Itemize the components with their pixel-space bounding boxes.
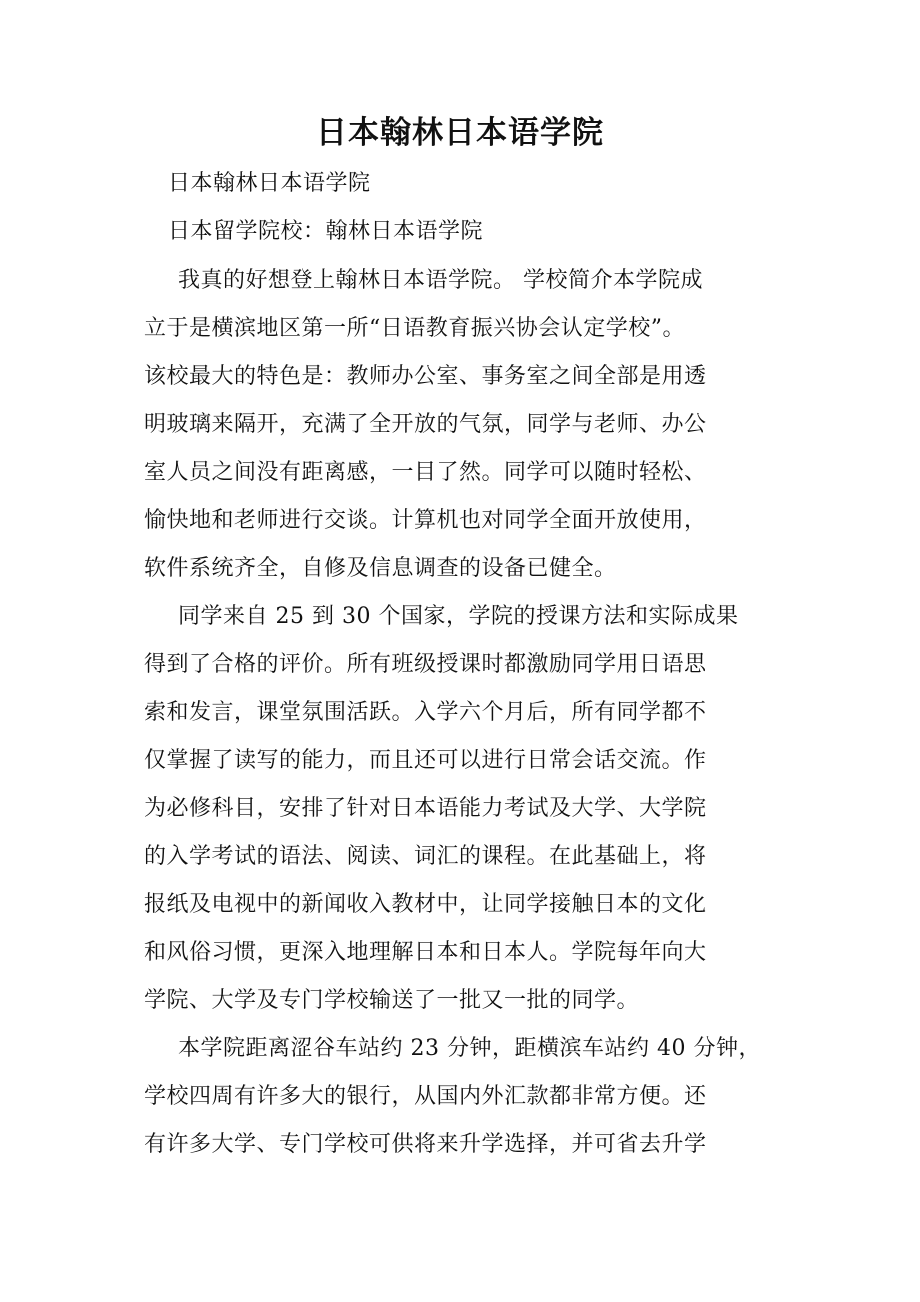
body-line: 得到了合格的评价。所有班级授课时都激励同学用日语思 bbox=[144, 652, 707, 677]
body-line: 为必修科目，安排了针对日本语能力考试及大学、大学院 bbox=[144, 796, 707, 821]
body-line: 有许多大学、专门学校可供将来升学选择，并可省去升学 bbox=[144, 1132, 707, 1157]
body-line: 日本翰林日本语学院 bbox=[168, 171, 371, 196]
document-title: 日本翰林日本语学院 bbox=[316, 115, 604, 151]
body-line: 日本留学院校：翰林日本语学院 bbox=[168, 219, 484, 244]
body-line: 本学院距离涩谷车站约 23 分钟，距横滨车站约 40 分钟， bbox=[178, 1036, 761, 1061]
body-line: 的入学考试的语法、阅读、词汇的课程。在此基础上，将 bbox=[144, 844, 707, 869]
body-line: 该校最大的特色是：教师办公室、事务室之间全部是用透 bbox=[144, 364, 707, 389]
body-line: 学校四周有许多大的银行，从国内外汇款都非常方便。还 bbox=[144, 1084, 707, 1109]
body-line: 索和发言，课堂氛围活跃。入学六个月后，所有同学都不 bbox=[144, 700, 707, 725]
body-line: 愉快地和老师进行交谈。计算机也对同学全面开放使用， bbox=[144, 508, 707, 533]
body-line: 和风俗习惯，更深入地理解日本和日本人。学院每年向大 bbox=[144, 940, 707, 965]
body-line: 软件系统齐全，自修及信息调查的设备已健全。 bbox=[144, 556, 617, 581]
body-line: 学院、大学及专门学校输送了一批又一批的同学。 bbox=[144, 988, 640, 1013]
body-line: 同学来自 25 到 30 个国家，学院的授课方法和实际成果 bbox=[178, 604, 739, 629]
body-line: 仅掌握了读写的能力，而且还可以进行日常会话交流。作 bbox=[144, 748, 707, 773]
body-line: 室人员之间没有距离感，一目了然。同学可以随时轻松、 bbox=[144, 460, 707, 485]
body-line: 立于是横滨地区第一所“日语教育振兴协会认定学校”。 bbox=[144, 316, 685, 341]
body-line: 明玻璃来隔开，充满了全开放的气氛，同学与老师、办公 bbox=[144, 412, 707, 437]
body-line: 我真的好想登上翰林日本语学院。 学校简介本学院成 bbox=[178, 268, 703, 293]
body-line: 报纸及电视中的新闻收入教材中，让同学接触日本的文化 bbox=[144, 892, 707, 917]
